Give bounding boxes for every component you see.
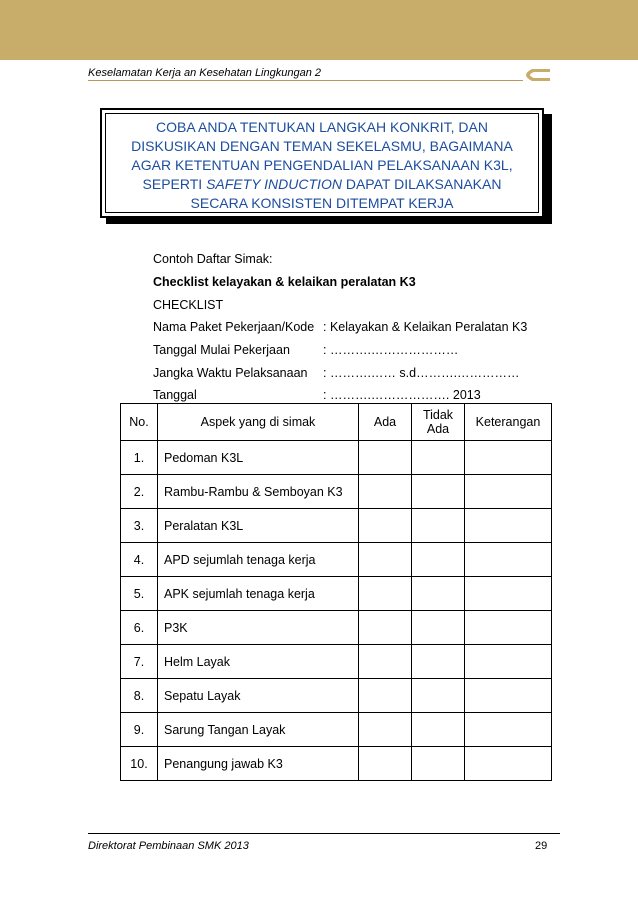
- instruction-line-4-post: DAPAT DILAKSANAKAN: [341, 176, 502, 192]
- cell-keterangan[interactable]: [465, 645, 552, 679]
- cell-keterangan[interactable]: [465, 679, 552, 713]
- instruction-line-4-pre: SEPERTI: [142, 176, 207, 192]
- table-row: [121, 577, 552, 611]
- page-number: 29: [535, 840, 548, 852]
- cell-aspect: P3K: [158, 611, 359, 645]
- cell-tidak-ada[interactable]: [412, 611, 465, 645]
- cell-ada[interactable]: [359, 611, 412, 645]
- field-label: Jangka Waktu Pelaksanaan: [153, 366, 308, 380]
- cell-aspect: Penangung jawab K3: [158, 747, 359, 781]
- table-header-row: [121, 404, 552, 441]
- cell-aspect: Rambu-Rambu & Semboyan K3: [158, 475, 359, 509]
- cell-keterangan[interactable]: [465, 475, 552, 509]
- header-tidak-ada: Tidak Ada: [412, 404, 465, 441]
- cell-tidak-ada[interactable]: [412, 509, 465, 543]
- cell-keterangan[interactable]: [465, 577, 552, 611]
- instruction-line-3: AGAR KETENTUAN PENGENDALIAN PELAKSANAAN K3L,: [131, 157, 513, 173]
- header-ada: Ada: [359, 404, 412, 441]
- header-no: No.: [121, 404, 158, 441]
- instruction-line-1: COBA ANDA TENTUKAN LANGKAH KONKRIT, DAN: [156, 119, 488, 135]
- header-aspect: Aspek yang di simak: [158, 404, 359, 441]
- cell-tidak-ada[interactable]: [412, 645, 465, 679]
- field-value: : ……….…… s.d……….……………: [323, 366, 520, 380]
- table-row: [121, 747, 552, 781]
- field-label: Tanggal: [153, 388, 197, 402]
- instruction-text: [112, 118, 532, 213]
- cell-tidak-ada[interactable]: [412, 713, 465, 747]
- checklist-heading: Checklist kelayakan & kelaikan peralatan K3: [153, 275, 416, 289]
- cell-no: 1.: [121, 441, 158, 475]
- cell-keterangan[interactable]: [465, 543, 552, 577]
- field-value: : Kelayakan & Kelaikan Peralatan K3: [323, 320, 528, 334]
- cell-aspect: APK sejumlah tenaga kerja: [158, 577, 359, 611]
- field-label: Tanggal Mulai Pekerjaan: [153, 343, 290, 357]
- instruction-box: [100, 108, 544, 218]
- footer-rule: [88, 833, 560, 834]
- header-tab-shape: [520, 69, 550, 81]
- table-row: [121, 475, 552, 509]
- table-row: [121, 543, 552, 577]
- field-label: Nama Paket Pekerjaan/Kode: [153, 320, 315, 334]
- table-row: [121, 441, 552, 475]
- header-rule: [88, 80, 523, 81]
- cell-keterangan[interactable]: [465, 713, 552, 747]
- cell-ada[interactable]: [359, 441, 412, 475]
- table-body: [121, 441, 552, 781]
- cell-tidak-ada[interactable]: [412, 441, 465, 475]
- table-row: [121, 645, 552, 679]
- cell-no: 7.: [121, 645, 158, 679]
- cell-ada[interactable]: [359, 679, 412, 713]
- cell-tidak-ada[interactable]: [412, 577, 465, 611]
- instruction-line-5: SECARA KONSISTEN DITEMPAT KERJA: [190, 195, 454, 211]
- cell-tidak-ada[interactable]: [412, 747, 465, 781]
- header-keterangan: Keterangan: [465, 404, 552, 441]
- cell-ada[interactable]: [359, 543, 412, 577]
- cell-no: 8.: [121, 679, 158, 713]
- checklist-label: CHECKLIST: [153, 298, 224, 312]
- table-row: [121, 679, 552, 713]
- cell-ada[interactable]: [359, 713, 412, 747]
- cell-tidak-ada[interactable]: [412, 679, 465, 713]
- cell-ada[interactable]: [359, 645, 412, 679]
- table-row: [121, 509, 552, 543]
- cell-aspect: Helm Layak: [158, 645, 359, 679]
- cell-keterangan[interactable]: [465, 611, 552, 645]
- table-row: [121, 713, 552, 747]
- cell-ada[interactable]: [359, 509, 412, 543]
- cell-no: 3.: [121, 509, 158, 543]
- cell-no: 4.: [121, 543, 158, 577]
- cell-aspect: Peralatan K3L: [158, 509, 359, 543]
- checklist-intro: Contoh Daftar Simak:: [153, 252, 273, 266]
- cell-no: 5.: [121, 577, 158, 611]
- cell-tidak-ada[interactable]: [412, 475, 465, 509]
- cell-keterangan[interactable]: [465, 441, 552, 475]
- cell-ada[interactable]: [359, 475, 412, 509]
- table-row: [121, 611, 552, 645]
- cell-aspect: Sarung Tangan Layak: [158, 713, 359, 747]
- cell-ada[interactable]: [359, 747, 412, 781]
- top-decorative-band: [0, 0, 638, 60]
- cell-no: 9.: [121, 713, 158, 747]
- cell-aspect: Sepatu Layak: [158, 679, 359, 713]
- checklist-table: [120, 403, 552, 781]
- cell-tidak-ada[interactable]: [412, 543, 465, 577]
- header-title: Keselamatan Kerja an Kesehatan Lingkungan 2: [88, 67, 322, 79]
- cell-aspect: APD sejumlah tenaga kerja: [158, 543, 359, 577]
- instruction-line-4: [112, 175, 532, 194]
- field-value: : ……….………………. 2013: [323, 388, 481, 402]
- instruction-line-2: DISKUSIKAN DENGAN TEMAN SEKELASMU, BAGAIMANA: [131, 138, 513, 154]
- field-value: : ……….…………………: [323, 343, 459, 357]
- cell-keterangan[interactable]: [465, 747, 552, 781]
- cell-no: 10.: [121, 747, 158, 781]
- cell-no: 2.: [121, 475, 158, 509]
- footer-publisher: Direktorat Pembinaan SMK 2013: [88, 840, 249, 852]
- cell-no: 6.: [121, 611, 158, 645]
- instruction-line-4-em: SAFETY INDUCTION: [206, 176, 342, 192]
- cell-keterangan[interactable]: [465, 509, 552, 543]
- cell-ada[interactable]: [359, 577, 412, 611]
- cell-aspect: Pedoman K3L: [158, 441, 359, 475]
